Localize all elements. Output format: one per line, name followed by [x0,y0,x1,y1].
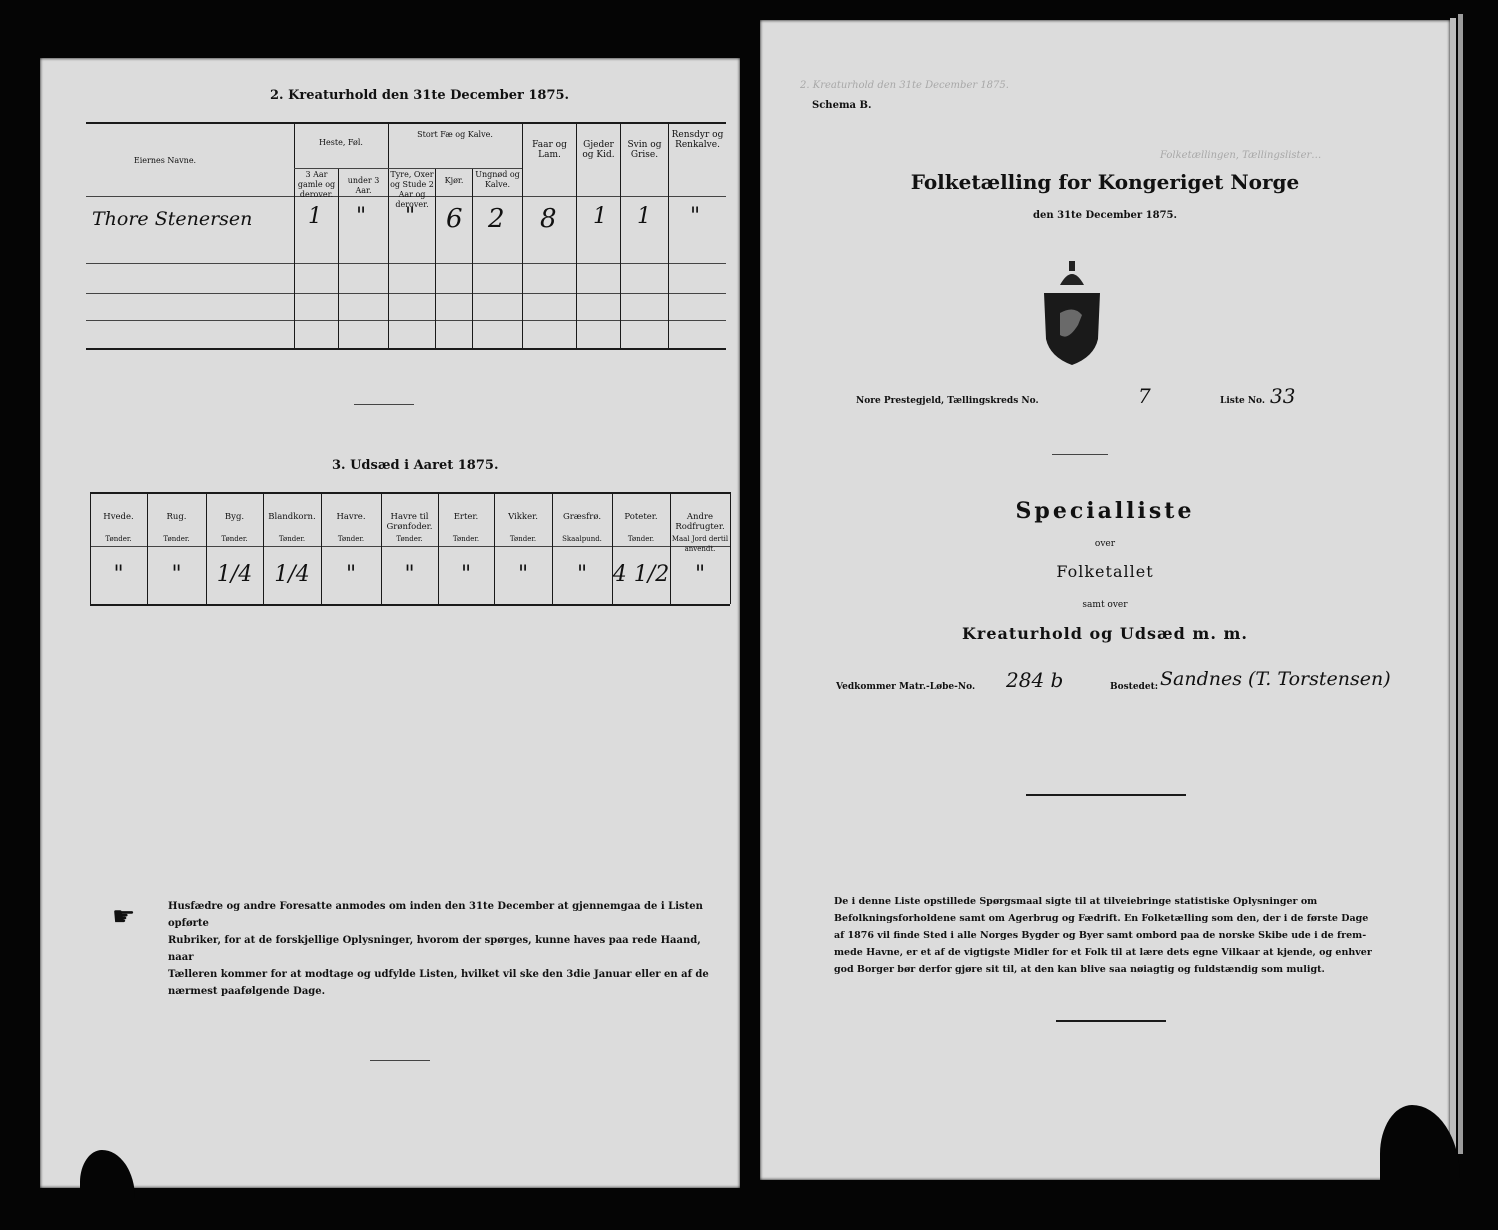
intro-paragraph [834,893,1434,978]
col-faar-header: Faar og Lam. [532,140,567,160]
col-gjeder-header: Gjeder og Kid. [582,140,615,160]
bosted-value: Sandnes (T. Torstensen) [1160,668,1391,690]
col-stort-3-header: Ungnød og Kalve. [475,170,520,189]
gjeder-value: 1 [593,204,607,229]
udsaed-header: Vikker. [508,512,538,522]
over-label: over [1094,539,1116,549]
notice-line: Husfædre og andre Foresatte anmodes om inden den 31te December at gjennemgaa de i Listen opførte [168,901,703,929]
notice-line: Rubriker, for at de forskjellige Oplysninger, hvorom der spørges, kunne haves paa rede Haand, naar [168,935,701,963]
udsaed-unit: Tønder. [278,535,306,543]
udsaed-header: Rug. [166,512,187,522]
notice-text [168,898,724,1000]
udsaed-value: " [345,562,357,587]
udsaed-value: " [404,562,415,587]
udsaed-header: Havre til Grønfoder. [386,512,433,532]
table-column-divider [552,492,553,604]
faar-value: 8 [540,204,557,234]
section3-title: 3. Udsæd i Aaret 1875. [332,458,499,473]
udsaed-header: Havre. [336,512,366,522]
left-page [40,58,740,1188]
svin-value: 1 [637,204,651,229]
owner-name: Thore Stenersen [92,208,253,230]
specialliste-heading: Specialliste [1015,498,1195,524]
udsaed-unit: Tønder. [452,535,480,543]
right-page: 2. Kreaturhold den 31te December 1875. Folketællingen, Tællingslister… Schema B. Folketælling for Kongeriget Norge den 31te December 1875. Nore Prestegjeld, Tællingskreds No. 7 Liste No. 33 Specialliste over Folketallet samt over Kreaturhold og Udsæd m. m. Vedkommer Matr.-Løbe-No. 284 b Bostedet: Sandnes (T. Torstensen) De i denne Liste opstillede Spørgsmaal sigte til at tilveiebringe statistiske Oplysninger om Befolkningsforholdene samt om Agerbrug og Fædrift. En Folketælling som den, der i de første Dage af 1876 vil finde Sted i alle Norges Bygder og Byer samt ombord paa de norske Skibe ude i de frem- mede Havne, er et af de vigtigste Midler for et Folk til at lære dets egne Vilkaar at kjende, og enhver god Borger bør derfor gjøre sit til, at den kan blive saa nøiagtig og fuldstændig som muligt. [760,20,1450,1180]
table-column-divider [381,492,382,604]
udsaed-unit: Tønder. [337,535,365,543]
udsaed-unit: Tønder. [105,535,132,543]
udsaed-unit: Tønder. [509,535,537,543]
udsaed-value: " [517,562,529,587]
paragraph-line: Befolkningsforholdene samt om Agerbrug og Fædrift. En Folketælling som den, der i de første Dage [834,913,1369,924]
paragraph-line: af 1876 vil finde Sted i alle Norges Bygder og Byer samt ombord paa de norske Skibe ude i de frem- [834,930,1367,941]
census-title: Folketælling for Kongeriget Norge [910,170,1300,194]
col-owner-header: Eiernes Navne. [133,156,197,165]
table-column-divider [90,492,91,604]
table-column-divider [206,492,207,604]
section2-title: 2. Kreaturhold den 31te December 1875. [270,88,570,103]
heste-1-value: 1 [308,204,322,229]
folketallet-heading: Folketallet [1056,562,1154,581]
col-heste-2-header: under 3 Aar. [347,176,380,195]
udsaed-unit: Skaalpund. [562,535,602,543]
list-label: Liste No. [1220,396,1266,406]
udsaed-header: Græsfrø. [562,512,602,522]
notice-line: nærmest paafølgende Dage. [168,986,326,997]
udsaed-value: " [576,562,588,587]
coat-of-arms-icon [1034,255,1110,367]
udsaed-header: Erter. [453,512,479,522]
udsaed-unit: Maal Jord dertil anvendt. [671,535,729,553]
col-stort-2-header: Kjør. [444,176,464,185]
paragraph-line: De i denne Liste opstillede Spørgsmaal sigte til at tilveiebringe statistiske Oplysninger om [834,896,1318,907]
udsaed-header: Poteter. [624,512,658,522]
udsaed-header: Hvede. [103,512,134,522]
matr-value: 284 b [1006,668,1064,692]
parish-value: 7 [1138,384,1151,408]
list-value: 33 [1270,384,1296,408]
col-heste-1-header: 3 Aar gamle og derover. [297,170,336,199]
udsaed-value: " [460,562,472,587]
parish-label: Nore Prestegjeld, Tællingskreds No. [856,396,1039,406]
udsaed-header: Blandkorn. [268,512,316,522]
pointing-hand-icon: ☛ [112,902,136,932]
table-column-divider [438,492,439,604]
udsaed-value: " [113,562,124,587]
stort-1-value: " [405,204,416,229]
table-column-divider [263,492,264,604]
census-date: den 31te December 1875. [1033,210,1177,221]
kreaturhold-heading: Kreaturhold og Udsæd m. m. [962,624,1248,643]
udsaed-unit: Tønder. [627,535,655,543]
udsaed-value: " [171,562,182,587]
col-rensdyr-header: Rensdyr og Renkalve. [671,130,724,150]
udsaed-unit: Tønder. [221,535,248,543]
udsaed-unit: Tønder. [163,535,190,543]
samt-over-label: samt over [1082,600,1128,610]
udsaed-value: 1/4 [216,562,253,587]
col-stort-1-header: Tyre, Oxer og Stude 2 Aar og derover. [390,170,434,209]
heste-2-value: " [356,204,367,229]
paragraph-line: mede Havne, er et af de vigtigste Midler for et Folk til at lære dets egne Vilkaar at kjende, og enhver [834,947,1372,958]
paragraph-line: god Borger bør derfor gjøre sit til, at den kan blive saa nøiagtig og fuldstændig som muligt. [834,964,1325,975]
group-heste-header: Heste, Føl. [319,138,363,147]
table-column-divider [494,492,495,604]
udsaed-value: 4 1/2 [612,562,670,587]
schema-label: Schema B. [812,100,872,111]
matr-label: Vedkommer Matr.-Løbe-No. [836,682,976,692]
udsaed-value: " [694,562,706,587]
table-column-divider [730,492,731,604]
udsaed-unit: Tønder. [396,535,423,543]
stort-2-value: 6 [446,204,463,234]
group-stort-header: Stort Fæ og Kalve. [417,130,493,139]
table-column-divider [147,492,148,604]
udsaed-header: Andre Rodfrugter. [675,512,725,532]
bosted-label: Bostedet: [1110,682,1159,692]
table-column-divider [612,492,613,604]
udsaed-header: Byg. [224,512,245,522]
table-column-divider [321,492,322,604]
notice-line: Tælleren kommer for at modtage og udfylde Listen, hvilket vil ske den 3die Januar eller en af de [168,969,709,980]
col-svin-header: Svin og Grise. [627,140,662,160]
udsaed-value: 1/4 [274,562,310,587]
stort-3-value: 2 [488,204,505,234]
rensdyr-value: " [690,204,701,229]
